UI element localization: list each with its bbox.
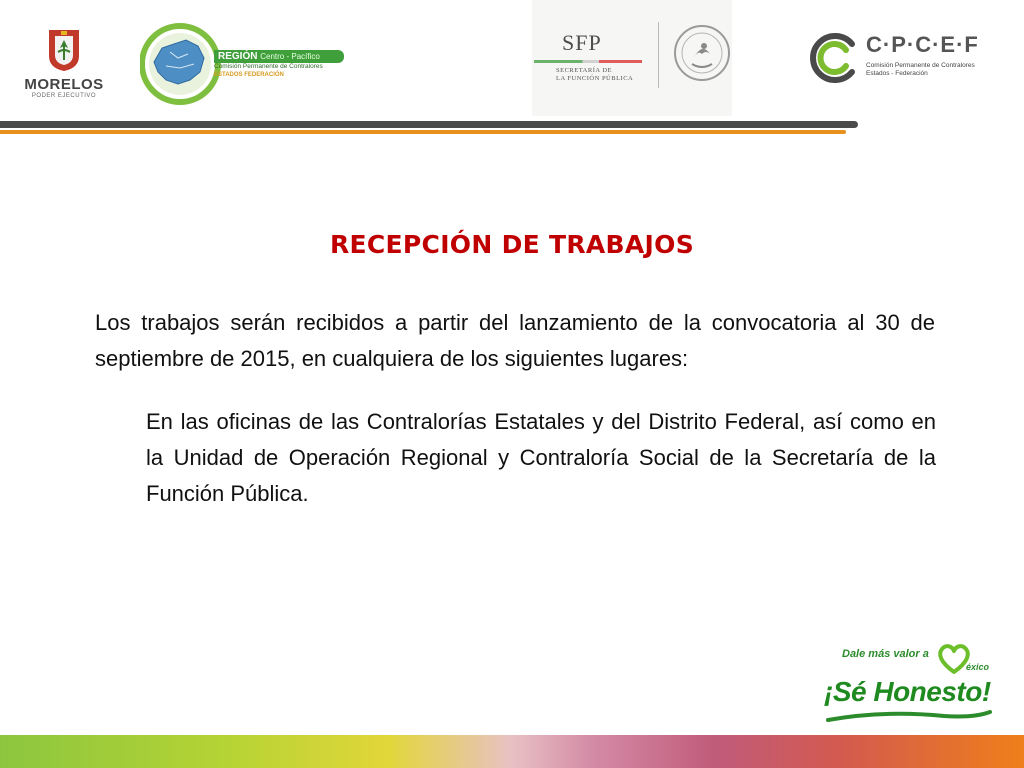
sfp-line1: SECRETARÍA DE — [556, 67, 612, 74]
paragraph-intro: Los trabajos serán recibidos a partir del lanzamiento de la convocatoria al 30 de septiembre de 2015, en cualquiera de los siguientes lugares: — [95, 310, 935, 371]
cpcef-name — [866, 62, 975, 78]
sfp-name — [556, 67, 633, 83]
bottom-color-bar — [0, 735, 1024, 768]
region-line2: ESTADOS FEDERACIÓN — [214, 72, 284, 78]
campaign-main-text: ¡Sé Honesto! — [824, 676, 991, 707]
morelos-name: MORELOS — [24, 76, 104, 93]
cpcef-line2: Estados - Federación — [866, 70, 928, 77]
cpcef-swirl-icon — [806, 30, 862, 86]
mexico-seal-icon — [672, 24, 732, 82]
region-band — [214, 50, 344, 63]
region-band-sub: Centro - Pacífico — [260, 52, 320, 61]
campaign-mexico-text: éxico — [966, 662, 990, 672]
cpcef-logo — [806, 30, 979, 88]
paragraph-locations: En las oficinas de las Contralorías Estatales y del Distrito Federal, así como en la Unidad de Operación Regional y Contraloría Social de la Secretaría de la Función Pública. — [146, 409, 936, 506]
sfp-acronym: SFP — [562, 30, 602, 55]
sfp-divider — [658, 22, 659, 88]
sfp-line2: LA FUNCIÓN PÚBLICA — [556, 75, 634, 82]
region-map-icon — [140, 22, 224, 106]
swoosh-icon — [824, 706, 994, 726]
region-line1: Comisión Permanente de Contralores — [214, 63, 323, 70]
cpcef-line1: Comisión Permanente de Contralores — [866, 62, 975, 69]
sfp-tricolor-bar — [534, 60, 642, 63]
region-band-main: REGIÓN — [218, 51, 258, 62]
page-title: RECEPCIÓN DE TRABAJOS — [329, 230, 695, 259]
header-rule-orange — [0, 130, 846, 134]
morelos-logo — [22, 28, 106, 108]
header — [0, 0, 1024, 122]
region-text — [214, 50, 344, 79]
se-honesto-logo — [818, 640, 998, 730]
campaign-top-text: Dale más valor a — [842, 648, 929, 660]
sfp-logo — [532, 0, 732, 116]
region-logo — [140, 22, 346, 106]
morelos-subtitle: PODER EJECUTIVO — [31, 93, 97, 99]
cpcef-acronym: C·P·C·E·F — [866, 32, 979, 57]
header-rule-gray — [0, 121, 858, 128]
morelos-shield-icon — [47, 28, 81, 72]
